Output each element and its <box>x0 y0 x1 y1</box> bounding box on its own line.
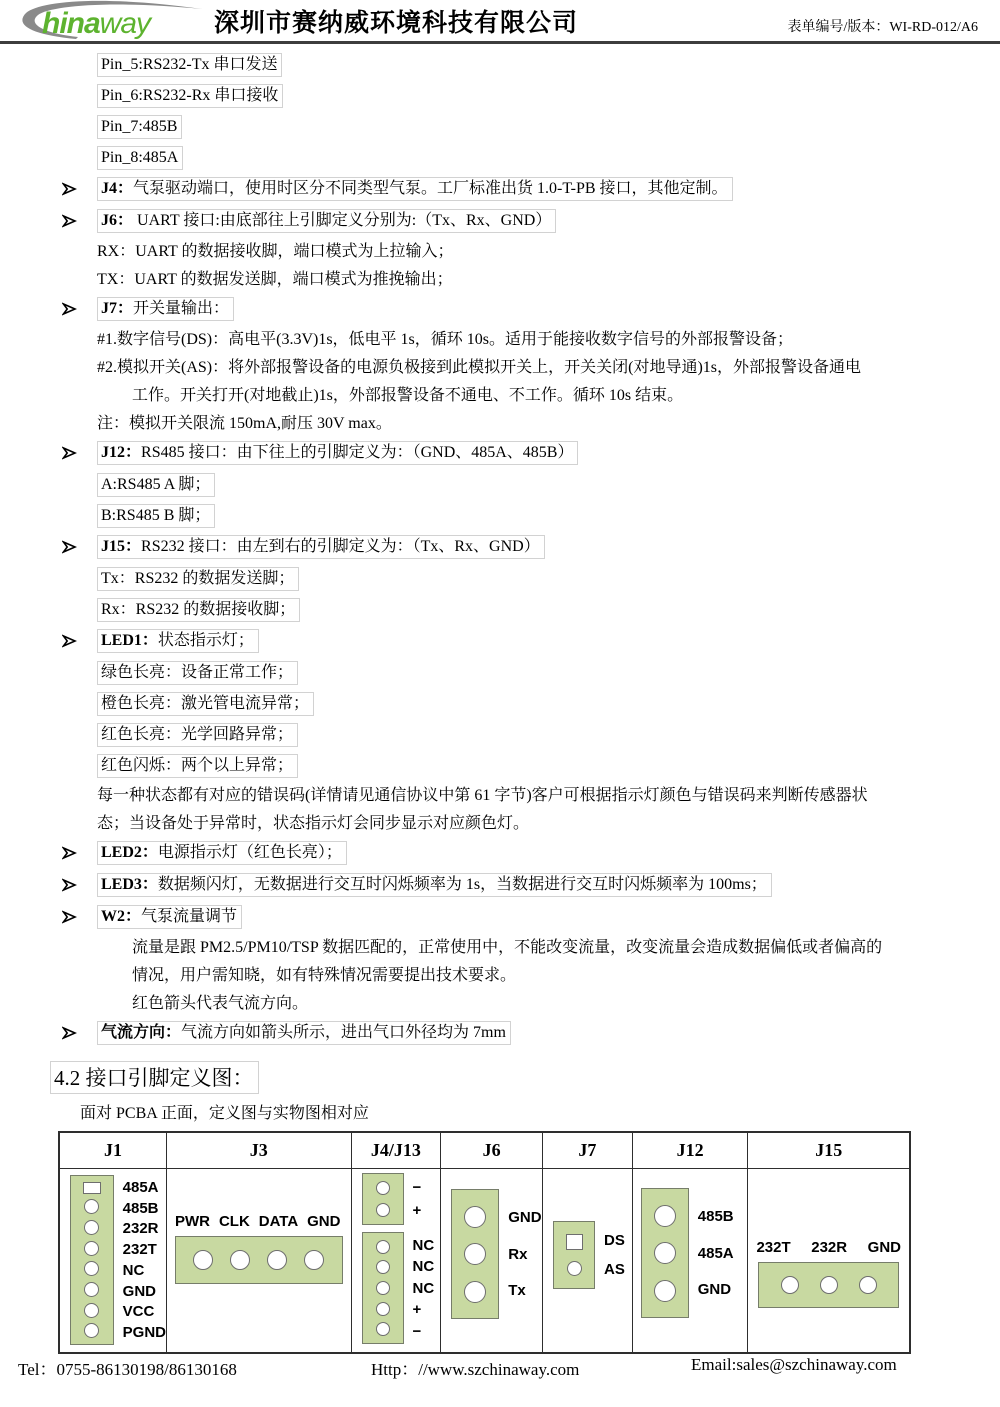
doc-line <box>62 115 1000 139</box>
pin-label: NC <box>412 1279 435 1297</box>
footer-email[interactable]: Email:sales@szchinaway.com <box>691 1355 897 1374</box>
doc-line <box>62 177 1000 202</box>
pin-circle <box>376 1281 390 1295</box>
pin-label: 485A <box>122 1178 159 1196</box>
doc-line <box>62 146 1000 170</box>
line-text: 态；当设备处于异常时，状态指示灯会同步显示对应颜色灯。 <box>97 815 530 832</box>
pin-label: 485A <box>697 1244 734 1262</box>
bullet-arrow-icon <box>62 209 97 234</box>
column-header: J12 <box>633 1133 748 1169</box>
bullet-arrow-icon <box>62 535 97 560</box>
pin-label: 232R <box>122 1220 159 1238</box>
pin-circle <box>84 1282 99 1297</box>
line-content <box>97 841 347 865</box>
doc-line <box>62 841 1000 866</box>
page-header <box>0 0 1000 44</box>
line-content <box>97 53 282 77</box>
bullet-arrow-icon <box>62 1021 97 1046</box>
pin-label: 485B <box>697 1207 734 1225</box>
column-header: J7 <box>543 1133 632 1169</box>
line-content <box>97 504 215 528</box>
pin-label: − <box>412 1179 422 1196</box>
column-header: J15 <box>748 1133 909 1169</box>
j4-j13-connector <box>352 1169 441 1352</box>
line-content <box>132 385 683 406</box>
line-content <box>97 723 298 747</box>
section-title: 4.2 接口引脚定义图： <box>50 1061 259 1094</box>
pin-label: DATA <box>258 1213 299 1230</box>
pin-circle <box>376 1322 390 1336</box>
line-text: 气泵流量调节 <box>141 908 238 925</box>
line-text: 绿色长亮：设备正常工作； <box>101 664 294 681</box>
doc-line <box>62 269 1000 290</box>
line-content <box>97 241 454 262</box>
line-content <box>97 813 529 834</box>
doc-line <box>62 1021 1000 1046</box>
pin-circle <box>193 1250 213 1270</box>
column-j15 <box>748 1133 909 1352</box>
line-text: 红色长亮：光学回路异常； <box>101 726 294 743</box>
line-content <box>97 661 298 685</box>
doc-line <box>62 785 1000 806</box>
doc-line <box>62 297 1000 322</box>
column-j4-j13 <box>352 1133 442 1352</box>
doc-line <box>62 329 1000 350</box>
line-label: J12： <box>101 444 142 461</box>
line-text: Pin_6:RS232-Rx 串口接收 <box>101 87 279 104</box>
line-text: 红色箭头代表气流方向。 <box>132 995 309 1012</box>
pin-circle <box>654 1280 676 1302</box>
line-text: Pin_8:485A <box>101 149 179 166</box>
line-text: 气流方向如箭头所示，进出气口外径均为 7mm <box>181 1024 506 1041</box>
pin-label: GND <box>122 1282 156 1300</box>
line-text: 电源指示灯（红色长亮）； <box>157 844 342 861</box>
line-text: RS485 接口：由下往上的引脚定义为：（GND、485A、485B） <box>141 444 574 461</box>
doc-line <box>62 629 1000 654</box>
j12-labels <box>689 1188 734 1318</box>
pin-label: CLK <box>218 1213 250 1230</box>
line-text: 数据频闪灯，无数据进行交互时闪烁频率为 1s，当数据进行交互时闪烁频率为 100ms； <box>157 876 767 893</box>
line-text: 工作。开关打开(对地截止)1s，外部报警设备不通电、不工作。循环 10s 结束。 <box>132 387 684 404</box>
pin-circle <box>464 1281 486 1303</box>
j7-connector <box>543 1169 632 1352</box>
doc-line <box>62 965 1000 986</box>
footer-url[interactable]: Http：//www.szchinaway.com <box>371 1360 580 1379</box>
line-text: Rx：RS232 的数据接收脚； <box>101 601 296 618</box>
line-content <box>97 1021 511 1045</box>
pin-circle <box>84 1303 99 1318</box>
line-content <box>97 329 793 350</box>
line-content <box>97 84 283 108</box>
pin-label: 232T <box>756 1239 791 1256</box>
line-text: #1.数字信号(DS)：高电平(3.3V)1s，低电平 1s，循环 10s。适用于能接收数字信号的外部报警设备； <box>97 331 794 348</box>
doc-line <box>62 209 1000 234</box>
doc-line <box>62 473 1000 497</box>
pin-circle <box>267 1250 287 1270</box>
line-text: 情况，用户需知晓，如有特殊情况需要提出技术要求。 <box>132 967 517 984</box>
pin-circle <box>376 1260 390 1274</box>
pin-circle <box>464 1243 486 1265</box>
line-content <box>132 993 308 1014</box>
j1-connector <box>60 1169 166 1352</box>
j4-bottom-block <box>362 1232 404 1344</box>
pin-label: 232T <box>122 1241 157 1259</box>
j6-connector <box>441 1169 542 1352</box>
column-j3 <box>167 1133 352 1352</box>
pin-square <box>83 1182 101 1194</box>
doc-line <box>62 385 1000 406</box>
bullet-arrow-icon <box>62 905 97 930</box>
pin-circle <box>376 1302 390 1316</box>
bullet-arrow-icon <box>62 297 97 322</box>
pin-circle <box>567 1261 582 1276</box>
column-j6 <box>441 1133 543 1352</box>
pin-circle <box>376 1203 390 1217</box>
pin-label: NC <box>412 1258 435 1275</box>
line-text: 红色闪烁：两个以上异常； <box>101 757 294 774</box>
doc-line <box>62 84 1000 108</box>
pin-circle <box>84 1323 99 1338</box>
line-text: #2.模拟开关(AS)：将外部报警设备的电源负极接到此模拟开关上，开关关闭(对地导通)1s，外部报警设备通电 <box>97 359 861 376</box>
chinaway-logo <box>6 0 206 43</box>
j4-top-labels <box>404 1173 422 1225</box>
line-text: RS232 接口：由左到右的引脚定义为：（Tx、Rx、GND） <box>141 538 540 555</box>
column-header: J1 <box>60 1133 166 1169</box>
j12-block <box>641 1188 689 1318</box>
doc-line <box>62 993 1000 1014</box>
company-name: 深圳市赛纳威环境科技有限公司 <box>214 9 579 37</box>
pin-circle <box>654 1242 676 1264</box>
pin-label: 485B <box>122 1199 159 1217</box>
doc-line <box>62 813 1000 834</box>
pin-label: GND <box>867 1239 902 1256</box>
pin-label: + <box>412 1202 422 1219</box>
bullet-arrow-icon <box>62 629 97 654</box>
j7-labels <box>595 1221 625 1289</box>
column-j12 <box>633 1133 749 1352</box>
doc-line <box>62 873 1000 898</box>
doc-line <box>62 723 1000 747</box>
logo-text: hinaway <box>42 6 151 40</box>
line-text: RX：UART 的数据接收脚，端口模式为上拉输入； <box>97 243 454 260</box>
line-text: UART 接口:由底部往上引脚定义分别为:（Tx、Rx、GND） <box>133 212 552 229</box>
pin-label: AS <box>604 1260 625 1278</box>
pin-circle <box>84 1220 99 1235</box>
line-label: 气流方向： <box>101 1024 182 1041</box>
pin-label: GND <box>307 1213 341 1230</box>
line-text: 气泵驱动端口，使用时区分不同类型气泵。工厂标准出货 1.0-T-PB 接口，其他定制。 <box>133 180 728 197</box>
pin-circle <box>84 1261 99 1276</box>
pin-circle <box>820 1276 838 1294</box>
pin-label: 232R <box>811 1239 848 1256</box>
line-content <box>97 357 861 378</box>
line-content <box>97 269 453 290</box>
bullet-arrow-icon <box>62 841 97 866</box>
pin-label: DS <box>604 1232 625 1250</box>
pin-label: + <box>412 1301 422 1318</box>
pin-label: Tx <box>508 1282 526 1300</box>
doc-line <box>62 504 1000 528</box>
line-content <box>97 873 772 897</box>
line-text: 流量是跟 PM2.5/PM10/TSP 数据匹配的，正常使用中，不能改变流量，改变流量会造成数据偏低或者偏高的 <box>132 939 883 956</box>
line-content <box>97 692 314 716</box>
line-content <box>97 177 733 201</box>
j12-connector <box>633 1169 748 1352</box>
pin-label: VCC <box>122 1303 155 1321</box>
line-text: 每一种状态都有对应的错误码(详情请见通信协议中第 61 字节)客户可根据指示灯颜色与错误码来判断传感器状 <box>97 787 868 804</box>
pin-circle <box>654 1205 676 1227</box>
column-j1 <box>60 1133 167 1352</box>
j6-labels <box>499 1189 541 1319</box>
line-label: J4： <box>101 180 134 197</box>
column-header: J6 <box>441 1133 542 1169</box>
pin-circle <box>376 1181 390 1195</box>
line-content <box>97 473 215 497</box>
line-label: LED1： <box>101 632 158 649</box>
line-content <box>97 598 300 622</box>
document-body <box>0 44 1000 1046</box>
pin-circle <box>230 1250 250 1270</box>
pin-label: Rx <box>508 1245 528 1263</box>
doc-line <box>62 567 1000 591</box>
doc-line <box>62 413 1000 434</box>
pin-label: NC <box>122 1261 145 1279</box>
doc-line <box>62 937 1000 958</box>
line-text: 开关量输出： <box>133 300 230 317</box>
j1-labels <box>114 1175 166 1345</box>
pin-circle <box>304 1250 324 1270</box>
line-text: Tx：RS232 的数据发送脚； <box>101 570 295 587</box>
bullet-arrow-icon <box>62 177 97 202</box>
line-content <box>97 209 556 233</box>
doc-line <box>62 905 1000 930</box>
pin-label: NC <box>412 1236 435 1254</box>
pin-square <box>566 1234 583 1250</box>
j3-block <box>175 1236 343 1284</box>
j4-bottom-labels <box>404 1232 435 1344</box>
form-code: 表单编号/版本：WI-RD-012/A6 <box>787 20 978 35</box>
doc-line <box>62 441 1000 466</box>
pin-circle <box>84 1241 99 1256</box>
line-text: B:RS485 B 脚； <box>101 507 211 524</box>
line-label: W2： <box>101 908 142 925</box>
line-content <box>132 965 516 986</box>
column-header: J3 <box>167 1133 351 1169</box>
pin-circle <box>464 1206 486 1228</box>
pin-label: GND <box>697 1281 732 1299</box>
doc-line <box>62 598 1000 622</box>
line-label: LED3： <box>101 876 158 893</box>
doc-line <box>62 692 1000 716</box>
line-content <box>97 785 868 806</box>
pin-label: − <box>412 1322 422 1340</box>
bullet-arrow-icon <box>62 873 97 898</box>
line-text: 注：模拟开关限流 150mA,耐压 30V max。 <box>97 415 392 432</box>
doc-line <box>62 53 1000 77</box>
line-content <box>97 146 183 170</box>
line-content <box>132 937 882 958</box>
doc-line <box>62 241 1000 262</box>
doc-line <box>62 661 1000 685</box>
line-text: TX：UART 的数据发送脚，端口模式为推挽输出； <box>97 271 453 288</box>
pin-label: PGND <box>122 1324 166 1342</box>
j15-block <box>758 1262 899 1308</box>
pin-circle <box>84 1199 99 1214</box>
line-label: LED2： <box>101 844 158 861</box>
j15-connector <box>748 1169 909 1352</box>
pin-circle <box>781 1276 799 1294</box>
line-content <box>97 115 182 139</box>
pin-circle <box>376 1240 390 1254</box>
pin-circle <box>859 1276 877 1294</box>
j4-top-block <box>362 1173 404 1225</box>
line-text: Pin_7:485B <box>101 118 178 135</box>
line-content <box>97 413 392 434</box>
line-label: J7： <box>101 300 134 317</box>
line-content <box>97 905 242 929</box>
line-text: 状态指示灯； <box>157 632 254 649</box>
doc-line <box>62 535 1000 560</box>
line-content <box>97 754 298 778</box>
line-content <box>97 535 545 559</box>
j6-block <box>451 1189 499 1319</box>
column-j7 <box>543 1133 633 1352</box>
line-content <box>97 297 234 321</box>
j1-block <box>70 1175 114 1345</box>
pin-definition-table <box>58 1131 911 1354</box>
j3-connector <box>167 1169 351 1352</box>
line-text: Pin_5:RS232-Tx 串口发送 <box>101 56 278 73</box>
line-text: A:RS485 A 脚； <box>101 476 211 493</box>
footer-tel: Tel：0755-86130198/86130168 <box>18 1360 237 1379</box>
doc-line <box>62 357 1000 378</box>
bullet-arrow-icon <box>62 441 97 466</box>
j7-block <box>553 1221 595 1289</box>
line-text: 橙色长亮：激光管电流异常； <box>101 695 310 712</box>
pin-label: GND <box>508 1208 542 1226</box>
column-header: J4/J13 <box>352 1133 441 1169</box>
doc-line <box>62 754 1000 778</box>
line-content <box>97 441 578 465</box>
line-label: J6： <box>101 212 134 229</box>
line-content <box>97 567 299 591</box>
section-subtitle: 面对 PCBA 正面，定义图与实物图相对应 <box>80 1105 369 1122</box>
pin-label: PWR <box>175 1213 210 1230</box>
line-content <box>97 629 259 653</box>
line-label: J15： <box>101 538 142 555</box>
